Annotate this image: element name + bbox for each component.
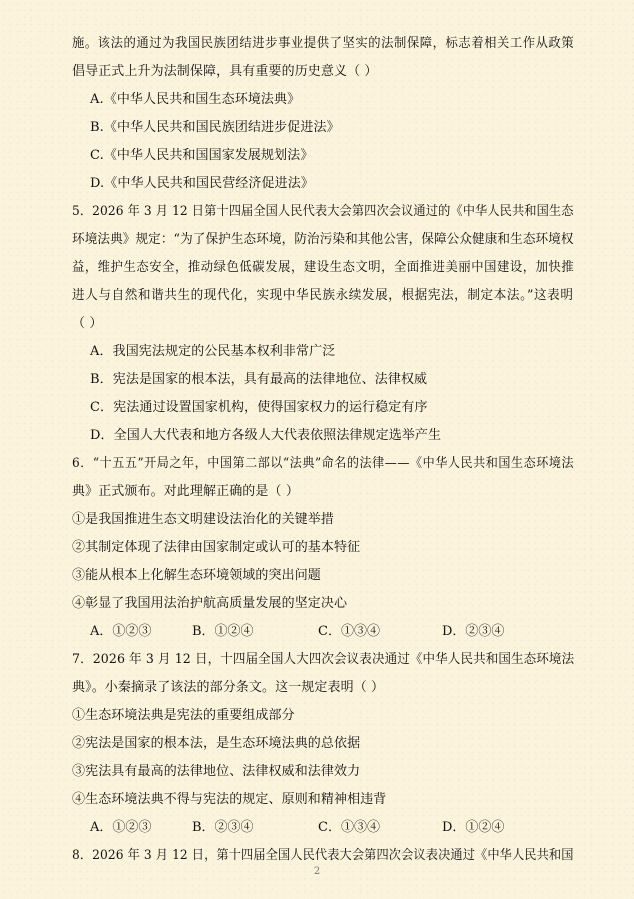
q5-text-line-4: 进人与自然和谐共生的现代化，实现中华民族永续发展，根据宪法，制定本法。”这表明 (72, 288, 574, 303)
q7-statement-4: ④生态环境法典不得与宪法的规定、原则和精神相违背 (72, 792, 387, 807)
q4-option-a: A.《中华人民共和国生态环境法典》 (90, 92, 301, 107)
q5-text-line-5: （ ） (72, 316, 103, 331)
q5-text-line-2: 环境法典》规定：“为了保护生态环境，防治污染和其他公害，保障公众健康和生态环境权 (72, 232, 574, 247)
q7-text-line-1: 7．2026 年 3 月 12 日，十四届全国人大四次会议表决通过《中华人民共和国生态环境法 (72, 652, 575, 667)
q7-statement-3: ③宪法具有最高的法律地位、法律权威和法律效力 (72, 764, 361, 779)
q4-text-line-2: 倡导正式上升为法制保障，具有重要的历史意义（ ） (72, 64, 378, 79)
q6-choice-d: D．②③④ (442, 624, 505, 639)
q6-statement-1: ①是我国推进生态文明建设法治化的关键举措 (72, 512, 335, 527)
q5-text-line-3: 益，维护生态安全，推动绿色低碳发展，建设生态文明，全面推进美丽中国建设，加快推 (72, 260, 575, 275)
q4-option-b: B.《中华人民共和国民族团结进步促进法》 (90, 120, 340, 135)
q7-statement-2: ②宪法是国家的根本法，是生态环境法典的总依据 (72, 736, 361, 751)
q6-choice-b: B．①②④ (192, 624, 254, 639)
q6-statement-2: ②其制定体现了法律由国家制定或认可的基本特征 (72, 540, 361, 555)
q4-text-line-1: 施。该法的通过为我国民族团结进步事业提供了坚实的法制保障，标志着相关工作从政策 (72, 36, 575, 51)
q7-choice-b: B．②③④ (192, 820, 254, 835)
q8-text-line-1: 8．2026 年 3 月 12 日，第十四届全国人民代表大会第四次会议表决通过《中华人民共和国 (72, 848, 574, 863)
q7-choice-d: D．①②④ (442, 820, 505, 835)
q5-option-d: D．全国人大代表和地方各级人大代表依照法律规定选举产生 (90, 428, 442, 443)
q7-text-line-2: 典》。小秦摘录了该法的部分条文。这一规定表明（ ） (72, 680, 385, 695)
q5-option-a: A．我国宪法规定的公民基本权利非常广泛 (90, 344, 336, 359)
q5-option-c: C．宪法通过设置国家机构，使得国家权力的运行稳定有序 (90, 400, 428, 415)
page-number: 2 (313, 866, 321, 877)
q4-option-c: C.《中华人民共和国国家发展规划法》 (90, 148, 314, 163)
q6-choice-a: A．①②③ (90, 624, 152, 639)
q6-statement-3: ③能从根本上化解生态环境领域的突出问题 (72, 568, 321, 583)
q6-statement-4: ④彰显了我国用法治护航高质量发展的坚定决心 (72, 596, 348, 611)
q6-text-line-2: 典》正式颁布。对此理解正确的是（ ） (72, 484, 299, 499)
q5-text-line-1: 5．2026 年 3 月 12 日第十四届全国人民代表大会第四次会议通过的《中华人民共和国生态 (72, 204, 574, 219)
q4-option-d: D.《中华人民共和国民营经济促进法》 (90, 176, 314, 191)
q7-choice-c: C．①③④ (318, 820, 380, 835)
q5-option-b: B．宪法是国家的根本法，具有最高的法律地位、法律权威 (90, 372, 428, 387)
q6-text-line-1: 6．“十五五”开局之年，中国第二部以“法典”命名的法律——《中华人民共和国生态环境法 (72, 456, 575, 471)
q7-choice-a: A．①②③ (90, 820, 152, 835)
q7-statement-1: ①生态环境法典是宪法的重要组成部分 (72, 708, 295, 723)
q6-choice-c: C．①③④ (318, 624, 380, 639)
